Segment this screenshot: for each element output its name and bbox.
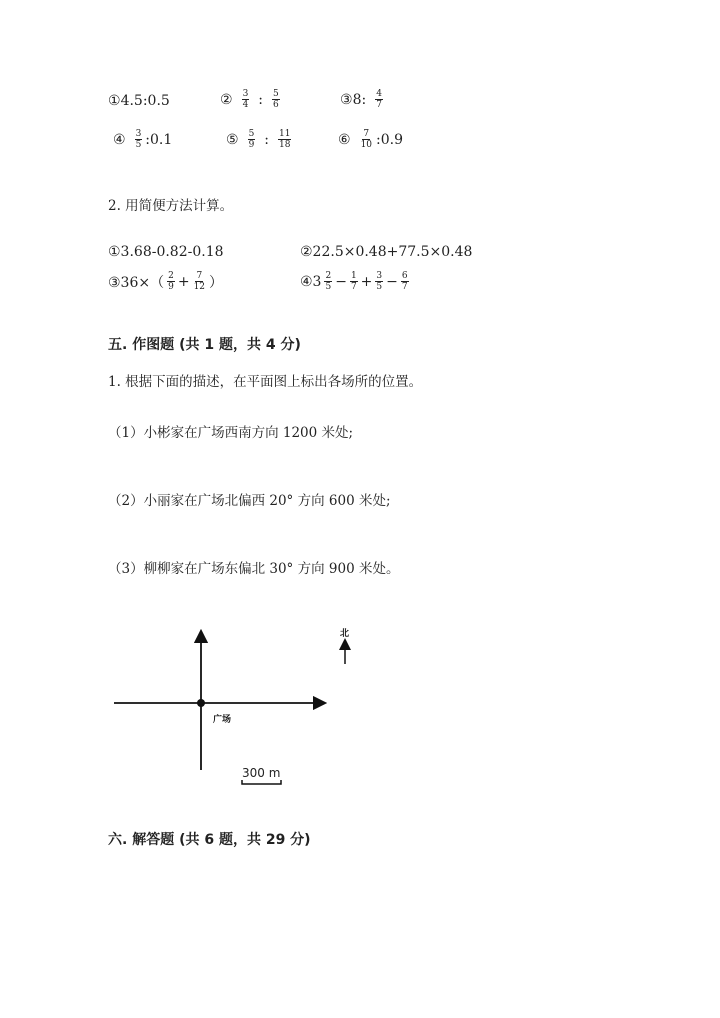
calc-3-prefix: ③36×（	[108, 274, 165, 291]
calc-3-suffix: ）	[209, 274, 224, 291]
fraction-numerator: 4	[376, 89, 382, 99]
plaza-point	[197, 699, 205, 707]
section-5-question-1: 1. 根据下面的描述，在平面图上标出各场所的位置。	[108, 374, 423, 390]
fraction-numerator: 2	[325, 271, 332, 281]
fraction-numerator: 1	[350, 271, 357, 281]
question-2-title: 2. 用简便方法计算。	[108, 198, 234, 214]
fraction-denominator: 5	[376, 282, 383, 292]
scale-label: 300 m	[242, 766, 281, 780]
fraction-numerator: 7	[196, 271, 203, 281]
section-6-heading: 六. 解答题 (共 6 题，共 29 分)	[108, 832, 311, 848]
fraction-numerator: 2	[168, 271, 174, 281]
ratio-separator: :	[258, 91, 264, 108]
ratio-3-prefix: 8:	[352, 91, 367, 108]
fraction-numerator: 3	[242, 89, 249, 99]
section-5-heading: 五. 作图题 (共 1 题，共 4 分)	[108, 337, 301, 353]
scale-bar	[242, 780, 281, 784]
direction-item-1: （1）小彬家在广场西南方向 1200 米处;	[108, 425, 354, 441]
fraction-numerator: 3	[135, 129, 142, 139]
calc-1: ①3.68-0.82-0.18	[108, 244, 224, 260]
fraction-denominator: 6	[273, 100, 279, 110]
north-label: 北	[340, 629, 350, 639]
fraction-numerator: 6	[401, 271, 408, 281]
fraction-numerator: 11	[279, 129, 291, 139]
fraction-denominator: 9	[168, 282, 174, 292]
ratio-4-suffix: :0.1	[145, 131, 173, 148]
ratio-separator: :	[264, 131, 270, 148]
ratio-1-text: 4.5:0.5	[120, 93, 170, 109]
fraction-denominator: 7	[376, 100, 382, 110]
fraction-denominator: 7	[401, 282, 408, 292]
ratio-4-mark: ④	[113, 131, 126, 148]
fraction-denominator: 10	[360, 140, 373, 150]
ratio-2-mark: ②	[220, 91, 233, 108]
fraction-denominator: 5	[325, 282, 332, 292]
plaza-label: 广场	[213, 715, 232, 725]
fraction-numerator: 3	[376, 271, 383, 281]
operator: +	[177, 273, 190, 290]
fraction-numerator: 5	[248, 129, 255, 139]
ratio-3-mark: ③	[340, 91, 353, 108]
calc-4-prefix: ④3	[300, 273, 322, 290]
ratio-6-mark: ⑥	[338, 131, 351, 148]
fraction-numerator: 5	[273, 89, 279, 99]
operator: −	[386, 273, 398, 290]
fraction-denominator: 7	[350, 282, 357, 292]
operator: +	[360, 273, 373, 290]
operator: −	[335, 273, 347, 290]
calc-2: ②22.5×0.48+77.5×0.48	[300, 244, 473, 260]
ratio-5-mark: ⑤	[226, 131, 239, 148]
fraction-denominator: 9	[248, 140, 255, 150]
fraction-denominator: 4	[242, 100, 249, 110]
direction-item-3: （3）柳柳家在广场东偏北 30° 方向 900 米处。	[108, 561, 400, 577]
direction-item-2: （2）小丽家在广场北偏西 20° 方向 600 米处;	[108, 493, 391, 509]
fraction-numerator: 7	[363, 129, 370, 139]
fraction-denominator: 5	[135, 140, 142, 150]
ratio-1-mark: ①	[108, 93, 121, 109]
fraction-denominator: 12	[193, 282, 206, 292]
ratio-6-suffix: :0.9	[376, 131, 403, 148]
fraction-denominator: 18	[279, 140, 291, 150]
